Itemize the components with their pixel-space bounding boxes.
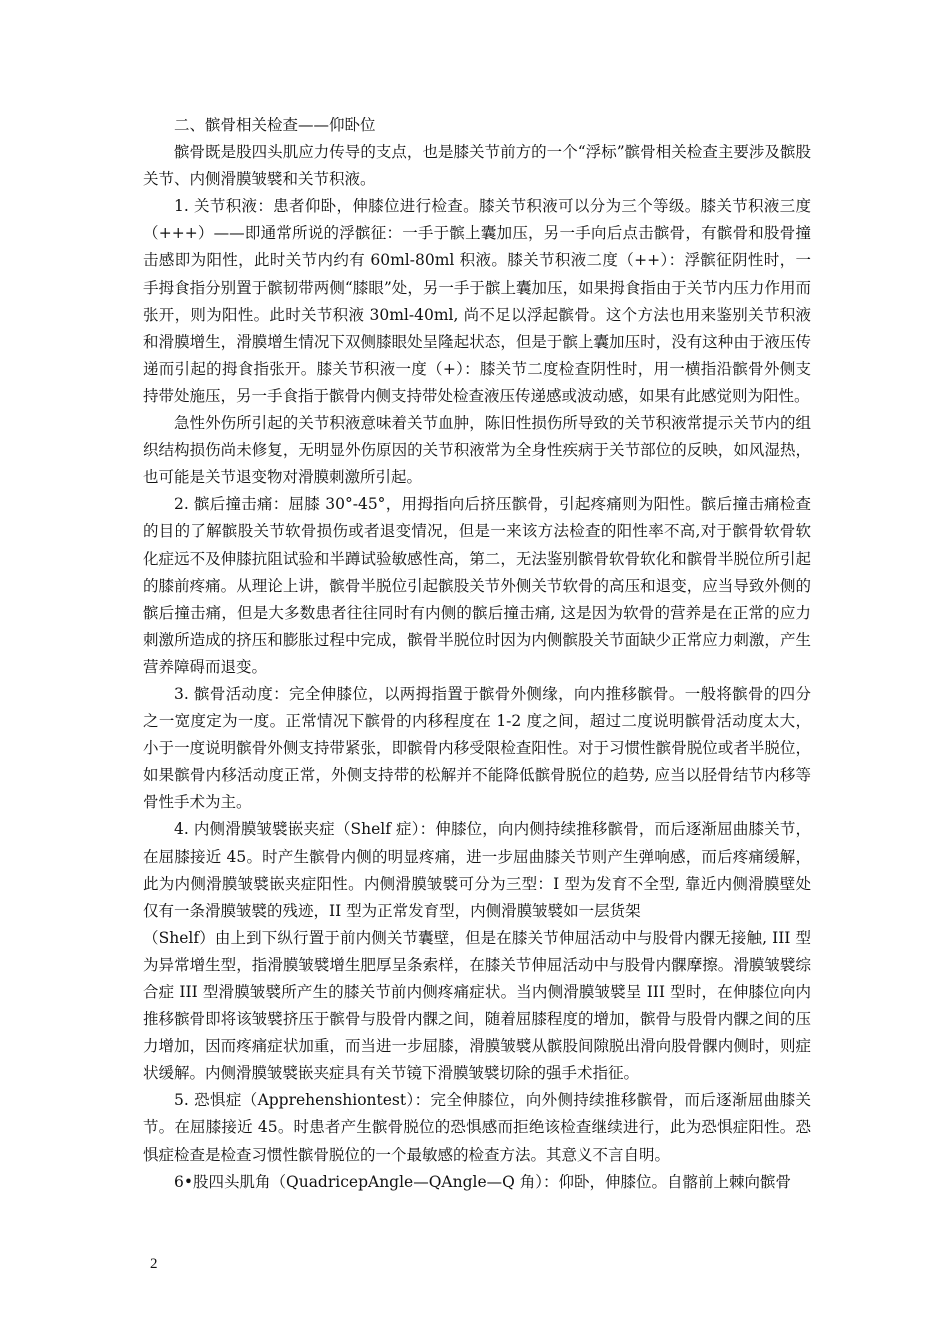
paragraph-q-angle: 6•股四头肌角（QuadricepAngle—QAngle—Q 角）：仰卧，伸膝位。自髂前上棘向髌骨: [174, 1172, 792, 1191]
paragraph-shelf-syndrome: 4. 内侧滑膜皱襞嵌夹症（Shelf 症）：伸膝位，向内侧持续推移髌骨，而后逐渐屈曲膝关节，在屈膝接近 45。时产生髌骨内侧的明显疼痛，进一步屈曲膝关节则产生弹响感，而后疼痛缓解，此为内侧滑膜皱襞嵌夹症阳性。内侧滑膜皱襞可分为三型：I 型为发育不全型, 靠近内侧滑膜壁处仅有一条滑膜皱襞的残迹，II 型为正常发育型，内侧滑膜皱襞如一层货架: [143, 820, 811, 920]
section-heading: 二、髌骨相关检查——仰卧位: [174, 116, 376, 134]
paragraph-effusion-causes: 急性外伤所引起的关节积液意味着关节血肿，陈旧性损伤所导致的关节积液常提示关节内的组织结构损伤尚未修复，无明显外伤原因的关节积液常为全身性疾病于关节部位的反映，如风湿热，也可能是关节退变物对滑膜刺激所引起。: [143, 414, 811, 487]
paragraph-patellar-impact-pain: 2. 髌后撞击痛：屈膝 30°-45°，用拇指向后挤压髌骨，引起疼痛则为阳性。髌后撞击痛检查的目的了解髌股关节软骨损伤或者退变情况，但是一来该方法检查的阳性率不高,对于髌骨软骨软化症远不及伸膝抗阻试验和半蹲试验敏感性高，第二，无法鉴别髌骨软骨软化和髌骨半脱位所引起的膝前疼痛。从理论上讲，髌骨半脱位引起髌股关节外侧关节软骨的高压和退变，应当导致外侧的髌后撞击痛，但是大多数患者往往同时有内侧的髌后撞击痛, 这是因为软骨的营养是在正常的应力刺激所造成的挤压和膨胀过程中完成，髌骨半脱位时因为内侧髌股关节面缺少正常应力刺激，产生营养障碍而退变。: [143, 495, 811, 676]
paragraph-shelf-continued: （Shelf）由上到下纵行置于前内侧关节囊壁，但是在膝关节伸屈活动中与股骨内髁无接触, III 型为异常增生型，指滑膜皱襞增生肥厚呈条索样，在膝关节伸屈活动中与股骨内髁摩擦。滑膜皱襞综合症 III 型滑膜皱襞所产生的膝关节前内侧疼痛症状。当内侧滑膜皱襞呈 III 型时，在伸膝位向内推移髌骨即将该皱襞挤压于髌骨与股骨内髁之间，随着屈膝程度的增加，髌骨与股骨内髁之间的压力增加，因而疼痛症状加重，而当进一步屈膝，滑膜皱襞从髌股间隙脱出滑向股骨髁内侧时，则症状缓解。内侧滑膜皱襞嵌夹症具有关节镜下滑膜皱襞切除的强手术指征。: [143, 928, 811, 1083]
page-number: 2: [150, 1256, 158, 1272]
paragraph-patellar-mobility: 3. 髌骨活动度：完全伸膝位，以两拇指置于髌骨外侧缘，向内推移髌骨。一般将髌骨的四分之一宽度定为一度。正常情况下髌骨的内移程度在 1-2 度之间，超过二度说明髌骨活动度太大，小于一度说明髌骨外侧支持带紧张，即髌骨内移受限检查阳性。对于习惯性髌骨脱位或者半脱位，如果髌骨内移活动度正常，外侧支持带的松解并不能降低髌骨脱位的趋势, 应当以胫骨结节内移等骨性手术为主。: [143, 684, 811, 812]
body-text: [143, 112, 811, 1196]
intro-paragraph: 髌骨既是股四头肌应力传导的支点，也是膝关节前方的一个“浮标”髌骨相关检查主要涉及髌股关节、内侧滑膜皱襞和关节积液。: [143, 143, 811, 189]
paragraph-apprehension-test: 5. 恐惧症（Apprehenshiontest）：完全伸膝位，向外侧持续推移髌骨，而后逐渐屈曲膝关节。在屈膝接近 45。时患者产生髌骨脱位的恐惧感而拒绝该检查继续进行，此为恐惧症阳性。恐惧症检查是检查习惯性髌骨脱位的一个最敏感的检查方法。其意义不言自明。: [143, 1091, 811, 1164]
paragraph-joint-effusion: 1. 关节积液：患者仰卧，伸膝位进行检查。膝关节积液可以分为三个等级。膝关节积液三度（+++）——即通常所说的浮髌征：一手于髌上囊加压，另一手向后点击髌骨，有髌骨和股骨撞击感即为阳性，此时关节内约有 60ml-80ml 积液。膝关节积液二度（++）：浮髌征阴性时，一手拇食指分别置于髌韧带两侧“膝眼”处，另一手于髌上囊加压，如果拇食指由于关节内压力作用而张开，则为阳性。此时关节积液 30ml-40ml, 尚不足以浮起髌骨。这个方法也用来鉴别关节积液和滑膜增生，滑膜增生情况下双侧膝眼处呈隆起状态，但是于髌上囊加压时，没有这种由于液压传递而引起的拇食指张开。膝关节积液一度（+）：膝关节二度检查阴性时，用一横指沿髌骨外侧支持带处施压，另一手食指于髌骨内侧支持带处检查液压传递感或波动感，如果有此感觉则为阳性。: [143, 197, 811, 405]
